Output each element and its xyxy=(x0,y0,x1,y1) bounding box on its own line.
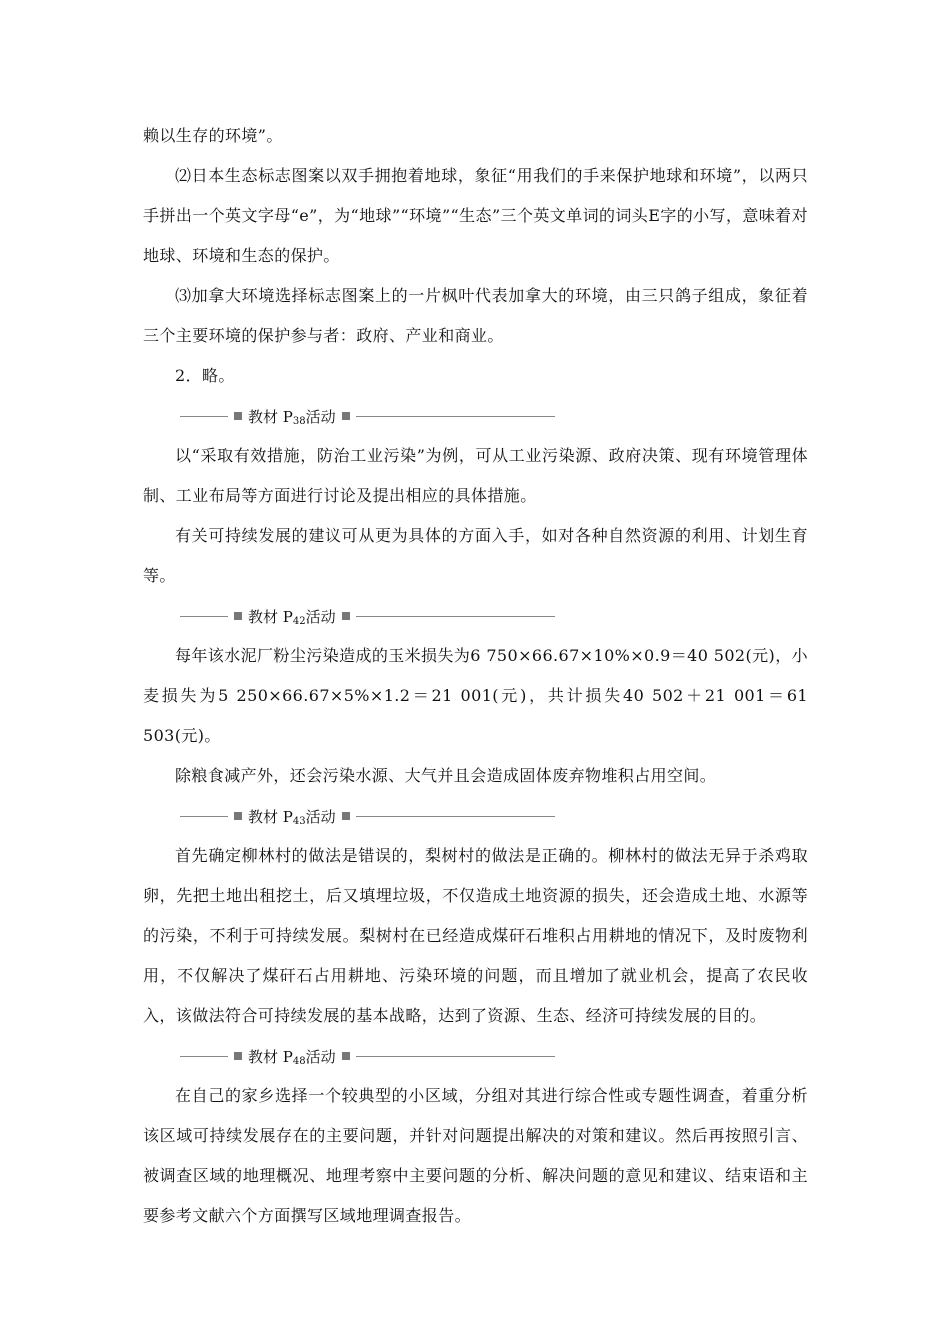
square-marker-icon xyxy=(342,412,350,420)
paragraph-continuation: 赖以生存的环境”。 xyxy=(143,126,283,145)
divider-line xyxy=(356,616,555,617)
section-header-label: 教材 $P_{43}$活动 xyxy=(248,807,336,827)
divider-line xyxy=(180,616,228,617)
section-header-p43 xyxy=(180,796,555,836)
paragraph-loss-calculation: 每年该水泥厂粉尘污染造成的玉米损失为6 750×66.67×10%×0.9＝40 502(元)，小麦损失为5 250×66.67×5%×1.2＝21 001(元)，共计损失40 502＋21 001＝61 503(元)。 xyxy=(143,646,808,745)
paragraph-canada-eco-label: ⑶加拿大环境选择标志图案上的一片枫叶代表加拿大的环境，由三只鸽子组成，象征着三个主要环境的保护参与者：政府、产业和商业。 xyxy=(143,286,808,345)
section-header-label: 教材 $P_{48}$活动 xyxy=(248,1047,336,1067)
square-marker-icon xyxy=(342,612,350,620)
paragraph-village-comparison: 首先确定柳林村的做法是错误的，梨树村的做法是正确的。柳林村的做法无异于杀鸡取卵，先把土地出租挖土，后又填埋垃圾，不仅造成土地资源的损失，还会造成土地、水源等的污染，不利于可持续发展。梨树村在已经造成煤矸石堆积占用耕地的情况下，及时废物利用，不仅解决了煤矸石占用耕地、污染环境的问题，而且增加了就业机会，提高了农民收入，该做法符合可持续发展的基本战略，达到了资源、生态、经济可持续发展的目的。 xyxy=(143,846,808,1025)
section-header-p48 xyxy=(180,1036,555,1076)
square-marker-icon xyxy=(342,1052,350,1060)
paragraph-sustainability-advice: 有关可持续发展的建议可从更为具体的方面入手，如对各种自然资源的利用、计划生育等。 xyxy=(143,526,808,585)
divider-line xyxy=(180,1056,228,1057)
paragraph-japan-eco-label: ⑵日本生态标志图案以双手拥抱着地球，象征“用我们的手来保护地球和环境”，以两只手拼出一个英文字母“e”，为“地球”“环境”“生态”三个英文单词的词头E字的小写，意味着对地球、环境和生态的保护。 xyxy=(143,166,808,265)
square-marker-icon xyxy=(234,1052,242,1060)
divider-line xyxy=(180,416,228,417)
divider-line xyxy=(180,816,228,817)
paragraph-industrial-pollution: 以“采取有效措施，防治工业污染”为例，可从工业污染源、政府决策、现有环境管理体制、工业布局等方面进行讨论及提出相应的具体措施。 xyxy=(143,446,808,505)
divider-line xyxy=(356,416,555,417)
square-marker-icon xyxy=(234,412,242,420)
square-marker-icon xyxy=(342,812,350,820)
square-marker-icon xyxy=(234,612,242,620)
section-header-label: 教材 $P_{42}$活动 xyxy=(248,607,336,627)
section-header-p38 xyxy=(180,396,555,436)
divider-line xyxy=(356,1056,555,1057)
section-header-label: 教材 $P_{38}$活动 xyxy=(248,407,336,427)
paragraph-survey-report: 在自己的家乡选择一个较典型的小区域，分组对其进行综合性或专题性调查，着重分析该区域可持续发展存在的主要问题，并针对问题提出解决的对策和建议。然后再按照引言、被调查区域的地理概况、地理考察中主要问题的分析、解决问题的意见和建议、结束语和主要参考文献六个方面撰写区域地理调查报告。 xyxy=(143,1086,808,1225)
document-body xyxy=(143,116,808,1236)
section-header-p42 xyxy=(180,596,555,636)
paragraph-item-2: 2．略。 xyxy=(175,366,235,385)
square-marker-icon xyxy=(234,812,242,820)
paragraph-other-effects: 除粮食减产外，还会污染水源、大气并且会造成固体废弃物堆积占用空间。 xyxy=(175,766,717,785)
divider-line xyxy=(356,816,555,817)
